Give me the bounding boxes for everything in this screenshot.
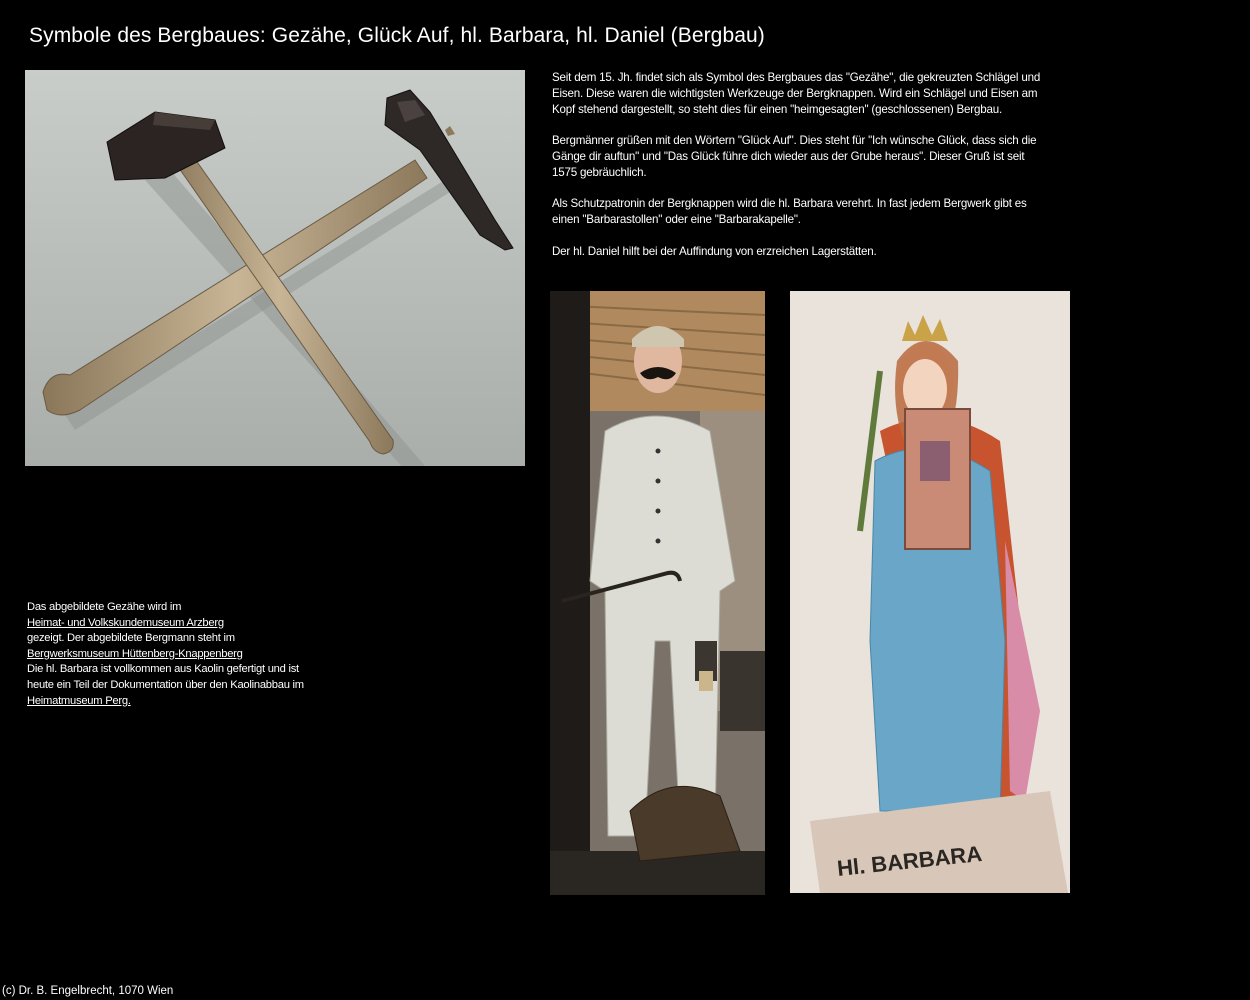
miner-statue-photo	[550, 291, 765, 895]
intro-paragraph-glueck-auf: Bergmänner grüßen mit den Wörtern "Glück Auf". Dies steht für "Ich wünsche Glück, dass sich die Gänge dir auftun" und "Das Glück führe dich wieder aus der Grube heraus". Dieser Gruß ist seit 1575 gebräuchlich.	[552, 134, 1037, 179]
intro-paragraph-barbara: Als Schutzpatronin der Bergknappen wird die hl. Barbara verehrt. In fast jedem Bergwerk gibt es einen "Barbarastollen" oder eine "Barbarakapelle".	[552, 197, 1027, 227]
caption-line-2: gezeigt. Der abgebildete Bergmann steht im	[27, 632, 235, 645]
gezaehe-photo	[25, 70, 525, 466]
page-title: Symbole des Bergbaues: Gezähe, Glück Auf, hl. Barbara, hl. Daniel (Bergbau)	[29, 24, 765, 47]
caption-line-1: Das abgebildete Gezähe wird im	[27, 601, 182, 613]
intro-text	[552, 70, 1042, 275]
barbara-statue-photo	[790, 291, 1070, 893]
intro-paragraph-daniel: Der hl. Daniel hilft bei der Auffindung von erzreichen Lagerstätten.	[552, 244, 877, 258]
barbara-plinth-text: Hl. BARBARA	[835, 840, 984, 881]
caption-text	[27, 600, 327, 709]
link-heimat-volkskundemuseum-arzberg[interactable]: Heimat- und Volkskundemuseum Arzberg	[27, 616, 224, 629]
link-heimatmuseum-perg[interactable]: Heimatmuseum Perg.	[27, 694, 131, 707]
intro-paragraph-gezaehe: Seit dem 15. Jh. findet sich als Symbol des Bergbaues das "Gezähe", die gekreuzten Schlägel und Eisen. Diese waren die wichtigsten Werkzeuge der Bergknappen. Wird ein Schlägel und Eisen am Kopf stehend dargestellt, so steht dies für einen "heimgesagten" (geschlossenen) Bergbau.	[552, 71, 1041, 116]
copyright-footer: (c) Dr. B. Engelbrecht, 1070 Wien	[2, 985, 174, 997]
link-bergwerksmuseum-huettenberg[interactable]: Bergwerksmuseum Hüttenberg-Knappenberg	[27, 647, 243, 660]
caption-line-3: Die hl. Barbara ist vollkommen aus Kaolin gefertigt und ist heute ein Teil der Dokumentation über den Kaolinabbau im	[27, 663, 304, 691]
